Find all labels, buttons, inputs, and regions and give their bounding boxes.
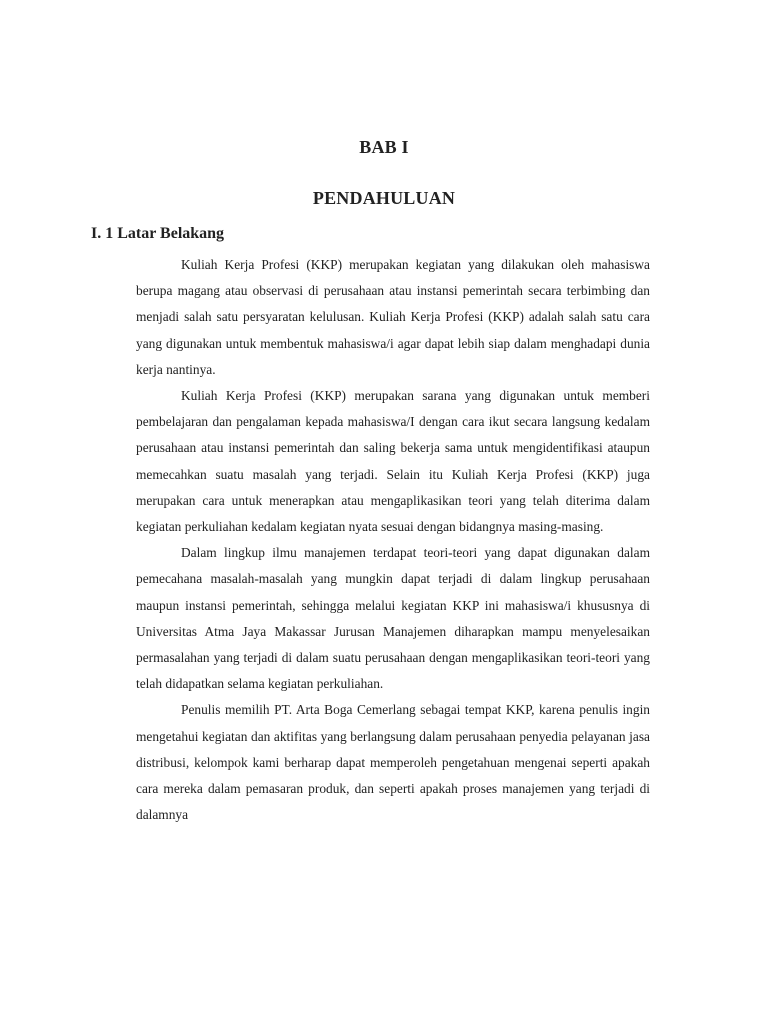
paragraph-1: Kuliah Kerja Profesi (KKP) merupakan kegiatan yang dilakukan oleh mahasiswa berupa magang atau observasi di perusahaan atau instansi pemerintah secara terbimbing dan menjadi salah satu persyaratan kelulusan. Kuliah Kerja Profesi (KKP) adalah salah satu cara yang digunakan untuk membentuk mahasiswa/i agar dapat lebih siap dalam menghadapi dunia kerja nantinya.: [136, 257, 650, 377]
paragraph-2: Kuliah Kerja Profesi (KKP) merupakan sarana yang digunakan untuk memberi pembelajaran dan pengalaman kepada mahasiswa/I dengan cara ikut secara langsung kedalam perusahaan atau instansi pemerintah dan saling bekerja sama untuk mengidentifikasi ataupun memecahkan suatu masalah yang terjadi. Selain itu Kuliah Kerja Profesi (KKP) juga merupakan cara untuk menerapkan atau mengaplikasikan teori yang telah diterima dalam kegiatan perkuliahan kedalam kegiatan nyata sesuai dengan bidangnya masing-masing.: [136, 388, 650, 535]
paragraph-4: Penulis memilih PT. Arta Boga Cemerlang sebagai tempat KKP, karena penulis ingin mengetahui kegiatan dan aktifitas yang berlangsung dalam perusahaan penyedia pelayanan jasa distribusi, kelompok kami berharap dapat memperoleh pengetahuan mengenai seperti apakah cara mereka dalam pemasaran produk, dan seperti apakah proses manajemen yang terjadi di dalamnya: [136, 702, 650, 823]
paragraph-3: Dalam lingkup ilmu manajemen terdapat teori-teori yang dapat digunakan dalam pemecahana masalah-masalah yang mungkin dapat terjadi di dalam lingkup perusahaan maupun instansi pemerintah, sehingga melalui kegiatan KKP ini mahasiswa/i khususnya di Universitas Atma Jaya Makassar Jurusan Manajemen diharapkan mampu menyelesaikan permasalahan yang terjadi di dalam suatu perusahaan dengan mengaplikasikan teori-teori yang telah didapatkan selama kegiatan perkuliahan.: [136, 545, 650, 692]
chapter-title: PENDAHULUAN: [312, 188, 456, 208]
document-body: [136, 252, 650, 828]
chapter-number: BAB I: [359, 137, 409, 157]
section-heading: I. 1 Latar Belakang: [91, 225, 225, 242]
